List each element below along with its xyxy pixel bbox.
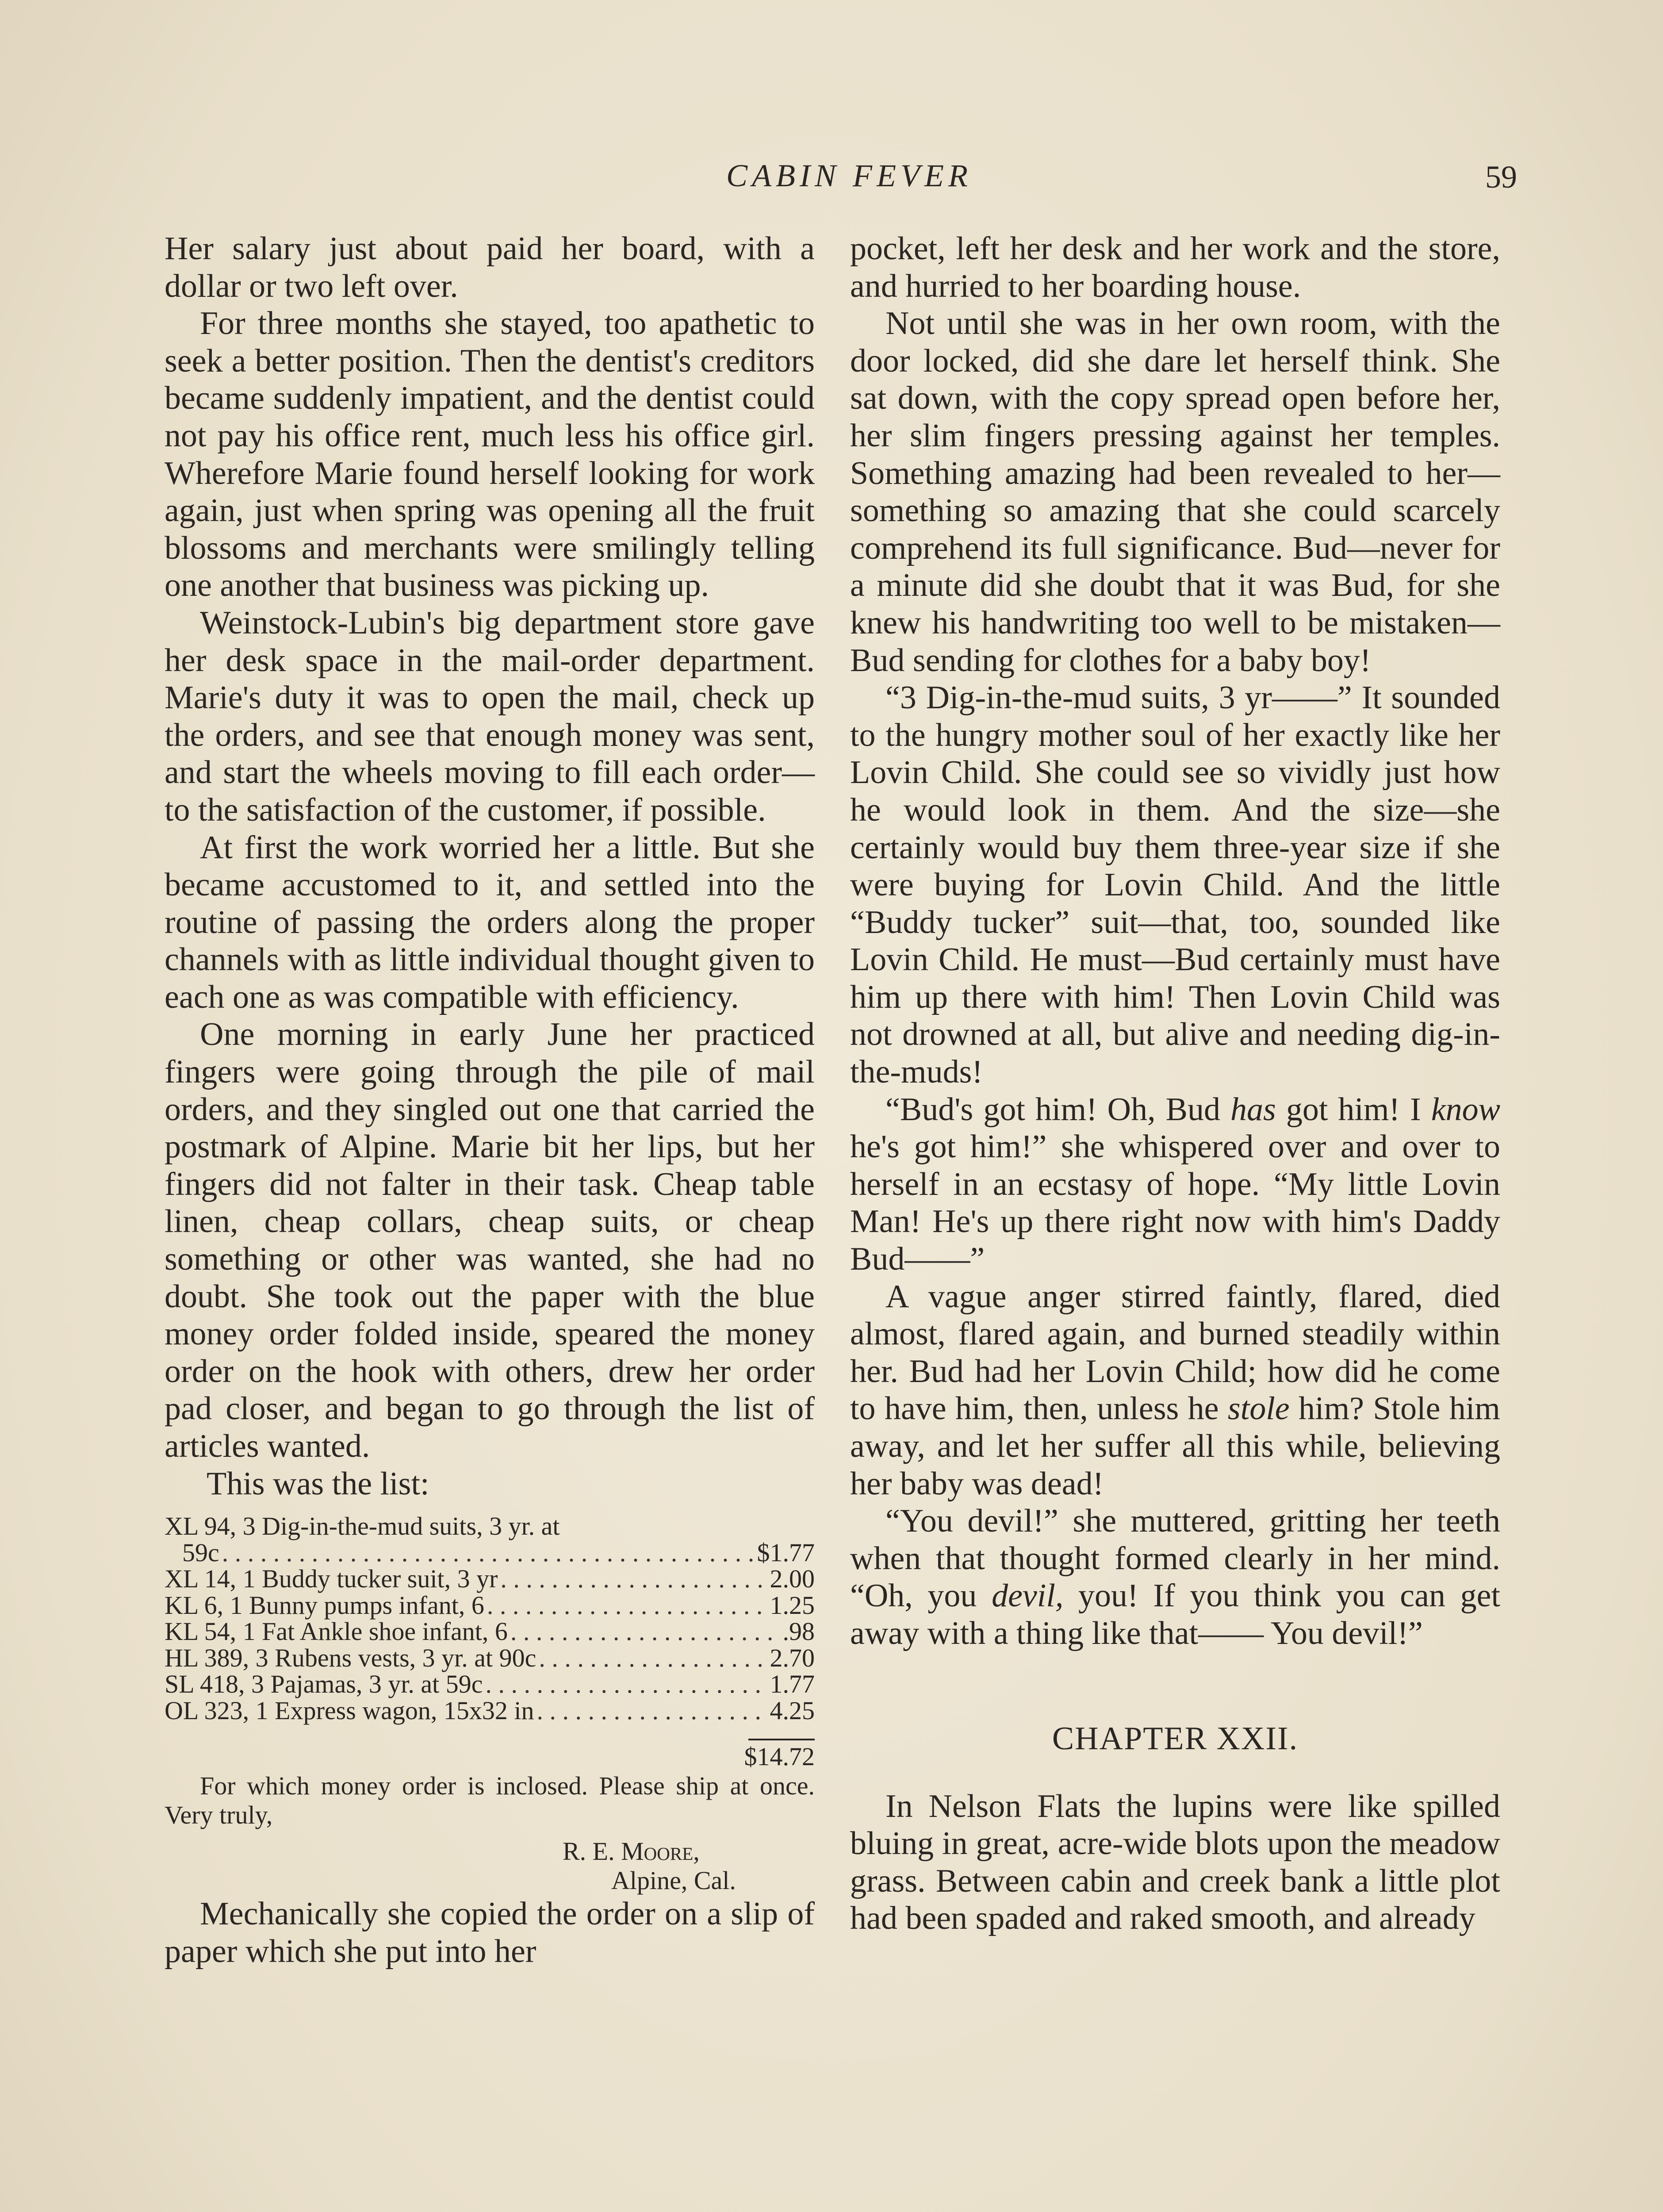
paragraph — [850, 1502, 1500, 1652]
order-item — [165, 1697, 815, 1724]
order-item-desc: OL 323, 1 Express wagon, 15x32 in — [165, 1696, 534, 1725]
chapter-heading: CHAPTER XXII. — [1052, 1720, 1299, 1757]
order-note: For which money order is inclosed. Please ship at once. Very truly, — [165, 1771, 815, 1830]
leader-dots — [487, 1592, 767, 1619]
emphasis: know — [1431, 1091, 1501, 1128]
order-item-desc: HL 389, 3 Rubens vests, 3 yr. at 90c — [165, 1643, 536, 1672]
text-run: “You devil!” she muttered, gritting her teeth when that thought formed clearly in her mind. “Oh, you — [850, 1503, 1500, 1614]
leader-dots — [539, 1645, 767, 1671]
order-line-continuation — [165, 1540, 815, 1566]
text-run: he's got him!” she whispered over and over to herself in an ecstasy of hope. “My little Lovin Man! He's up there right now with him's Daddy Bud——” — [850, 1129, 1500, 1278]
paragraph — [850, 1091, 1500, 1278]
leader-dots — [486, 1671, 767, 1697]
order-items — [165, 1566, 815, 1724]
order-list — [165, 1513, 815, 1895]
emphasis: devil, — [992, 1578, 1064, 1614]
paragraph: At first the work worried her a little. But she became accustomed to it, and settled into the routine of passing the orders along the proper channels with as little individual thought given to each one as was compatible with efficiency. — [165, 829, 815, 1015]
paragraph: In Nelson Flats the lupins were like spilled bluing in great, acre-wide blots upon the meadow grass. Between cabin and creek bank a little plot had been spaded and raked smooth, and already — [850, 1788, 1500, 1937]
paragraph: Her salary just about paid her board, with a dollar or two left over. — [165, 230, 815, 304]
right-column — [850, 230, 1500, 1937]
leader-dots — [537, 1697, 767, 1724]
order-total: $14.72 — [744, 1742, 815, 1771]
order-item-amount: 1.77 — [770, 1670, 815, 1699]
order-item-amount: .98 — [782, 1617, 815, 1646]
order-item-desc: KL 54, 1 Fat Ankle shoe infant, 6 — [165, 1617, 508, 1646]
order-item-amount: 4.25 — [770, 1696, 815, 1725]
emphasis: has — [1230, 1091, 1276, 1128]
order-item-amount: $1.77 — [757, 1538, 815, 1567]
paragraph: Not until she was in her own room, with the door locked, did she dare let herself think. She sat down, with the copy spread open before her, her slim fingers pressing against her temples. Something amazing had been revealed to her—something so amazing that she could scarcely comprehend its full significance. Bud—never for a minute did she doubt that it was Bud, for she knew his handwriting too well to be mistaken—Bud sending for clothes for a baby boy! — [850, 305, 1500, 679]
order-line-first: XL 94, 3 Dig-in-the-mud suits, 3 yr. at — [165, 1512, 560, 1541]
paragraph: Mechanically she copied the order on a slip of paper which she put into her — [165, 1896, 815, 1970]
paragraph: Weinstock-Lubin's big department store gave her desk space in the mail-order department. Marie's duty it was to open the mail, check up the orders, and see that enough money was sent, and start the wheels moving to fill each order—to the satisfaction of the customer, if possible. — [165, 604, 815, 828]
signature-place: Alpine, Cal. — [611, 1866, 736, 1895]
text-run: you! If you think you can get away with a thing like that—— You devil!” — [850, 1578, 1501, 1651]
leader-dots — [510, 1618, 780, 1645]
text-run: him? Stole him away, and let her suffer all this while, believing her baby was dead! — [850, 1390, 1500, 1502]
order-item — [165, 1592, 815, 1619]
leader-dots — [222, 1540, 755, 1566]
order-item-amount: 1.25 — [770, 1590, 815, 1620]
text-run: “Bud's got him! Oh, Bud — [885, 1091, 1230, 1128]
signature-name: R. E. Moore, — [563, 1837, 700, 1866]
order-item — [165, 1618, 815, 1645]
emphasis: stole — [1227, 1390, 1290, 1427]
order-item-desc: 59c — [182, 1538, 219, 1567]
order-item-desc: XL 14, 1 Buddy tucker suit, 3 yr — [165, 1564, 498, 1594]
left-column — [165, 230, 815, 1970]
paragraph: “3 Dig-in-the-mud suits, 3 yr——” It sounded to the hungry mother soul of her exactly like her Lovin Child. She could see so vividly just how he would look in them. And the size—she certainly would buy them three-year size if she were buying for Lovin Child. And the little “Buddy tucker” suit—that, too, sounded like Lovin Child. He must—Bud certainly must have him up there with him! Then Lovin Child was not drowned at all, but alive and needing dig-in-the-muds! — [850, 680, 1500, 1091]
paragraph: One morning in early June her practiced fingers were going through the pile of mail orders, and they singled out one that carried the postmark of Alpine. Marie bit her lips, but her fingers did not falter in their task. Cheap table linen, cheap collars, cheap suits, or cheap something or other was wanted, she had no doubt. She took out the paper with the blue money order folded inside, speared the money order on the hook with others, drew her order pad closer, and began to go through the list of articles wanted. — [165, 1016, 815, 1464]
order-item-desc: KL 6, 1 Bunny pumps infant, 6 — [165, 1590, 484, 1620]
signature — [563, 1837, 815, 1895]
order-item-amount: 2.00 — [770, 1564, 815, 1594]
paragraph: For three months she stayed, too apathetic to seek a better position. Then the dentist's creditors became suddenly impatient, and the dentist could not pay his office rent, much less his office girl. Wherefore Marie found herself looking for work again, just when spring was opening all the fruit blossoms and merchants were smilingly telling one another that business was picking up. — [165, 305, 815, 604]
order-item-amount: 2.70 — [770, 1643, 815, 1672]
order-item — [165, 1671, 815, 1697]
list-intro: This was the list: — [207, 1465, 429, 1502]
paragraph: pocket, left her desk and her work and the store, and hurried to her boarding house. — [850, 230, 1500, 304]
leader-dots — [500, 1566, 767, 1592]
page-number: 59 — [1485, 159, 1517, 195]
order-item — [165, 1566, 815, 1592]
paragraph — [850, 1278, 1500, 1503]
text-run: A vague anger stirred faintly, flared, died almost, flared again, and burned steadily within her. Bud had her Lovin Child; how did he come to have him, then, unless he — [850, 1278, 1500, 1427]
total-rule — [748, 1739, 815, 1740]
order-item — [165, 1645, 815, 1671]
text-run: got him! I — [1276, 1091, 1431, 1128]
running-head: CABIN FEVER — [726, 158, 972, 193]
order-item-desc: SL 418, 3 Pajamas, 3 yr. at 59c — [165, 1670, 483, 1699]
